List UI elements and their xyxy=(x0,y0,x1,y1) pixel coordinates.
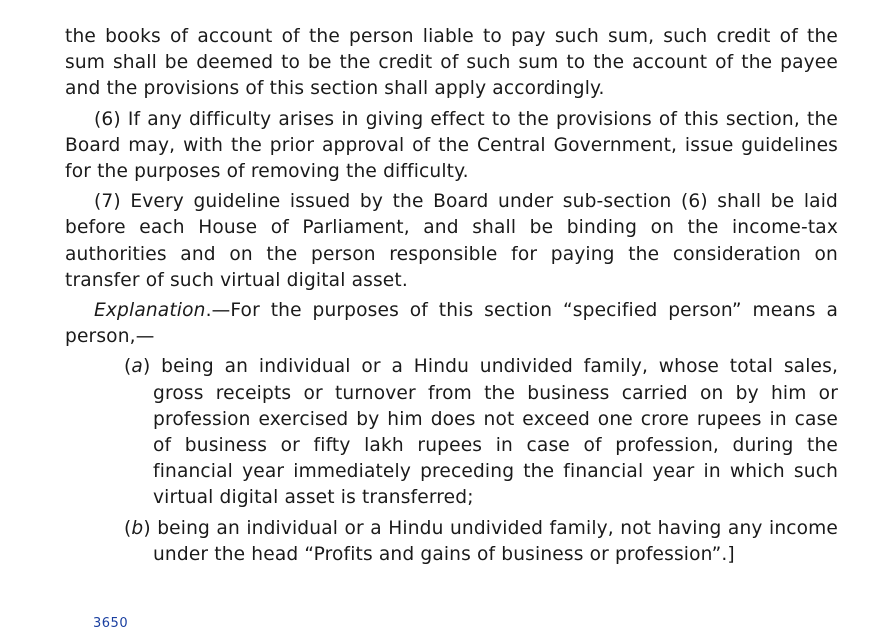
item-a-open: ( xyxy=(124,356,132,378)
paragraph-subsection-6: (6) If any difficulty arises in giving effect to the provisions of this section, the Board may, with the prior approval of the Central Government, issue guidelines for the purposes of removing the difficulty. xyxy=(65,108,838,183)
item-a-letter: a xyxy=(131,356,143,378)
item-b-letter: b xyxy=(131,517,144,539)
paragraph-continuation: the books of account of the person liable to pay such sum, such credit of the sum shall be deemed to be the credit of such sum to the account of the payee and the provisions of this section shall apply accordingly. xyxy=(65,26,838,100)
item-b-text: being an individual or a Hindu undivided family, not having any income under the head “Profits and gains of business or profession”.] xyxy=(150,517,838,565)
item-b-close: ) xyxy=(143,517,151,539)
explanation-label: Explanation xyxy=(94,300,206,322)
paragraph-subsection-7: (7) Every guideline issued by the Board under sub-section (6) shall be laid before each House of Parliament, and shall be binding on the income-tax authorities and on the person responsible for paying the consideration on transfer of such virtual digital asset. xyxy=(65,191,838,291)
document-body xyxy=(65,24,838,572)
item-b-open: ( xyxy=(124,517,132,539)
item-a-close: ) xyxy=(142,356,151,378)
explanation-text: .—For the purposes of this section “specified person” means a person,— xyxy=(65,300,838,348)
list-item-b xyxy=(124,516,838,568)
item-a-text: being an individual or a Hindu undivided family, whose total sales, gross receipts or turnover from the business carried on by him or profession exercised by him does not exceed one crore rupees in case of business or fifty lakh rupees in case of profession, during the financial year immediately preceding the financial year in which such virtual digital asset is transferred; xyxy=(150,356,838,509)
footnote-reference-link[interactable]: 3650 xyxy=(93,616,129,631)
paragraph-explanation xyxy=(65,298,838,350)
list-item-a xyxy=(124,354,838,511)
